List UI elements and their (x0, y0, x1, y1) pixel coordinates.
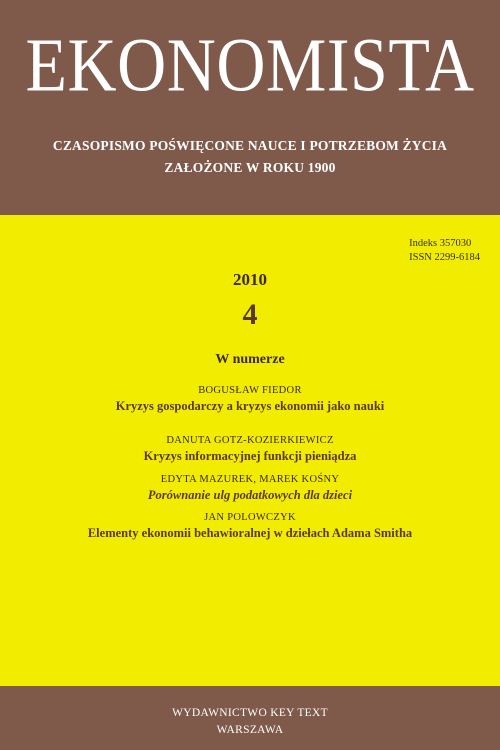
publisher-name: WYDAWNICTWO KEY TEXT (172, 707, 328, 719)
article-title: Kryzys informacyjnej funkcji pieniądza (143, 449, 357, 463)
contents-heading: W numerze (215, 352, 285, 367)
article-author: BOGUSŁAW FIEDOR (198, 385, 302, 396)
article-author: JAN POLOWCZYK (204, 512, 296, 523)
subtitle-line-1: CZASOPISMO POŚWIĘCONE NAUCE I POTRZEBOM ŻYCIA (52, 138, 448, 153)
article-title: Porównanie ulg podatkowych dla dzieci (147, 488, 353, 502)
issn-number: ISSN 2299-6184 (409, 252, 480, 263)
issue-year: 2010 (233, 270, 267, 289)
article-entry (0, 384, 500, 414)
article-title: Kryzys gospodarczy a kryzys ekonomii jako nauki (115, 399, 385, 413)
masthead-title: EKONOMISTA (25, 22, 475, 108)
article-title: Elementy ekonomii behawioralnej w dziełach Adama Smitha (87, 526, 413, 540)
subtitle-line-2: ZAŁOŻONE W ROKU 1900 (164, 160, 336, 175)
index-number: Indeks 357030 (409, 238, 472, 249)
article-entry (0, 434, 500, 464)
article-entry (0, 511, 500, 541)
publisher-city: WARSZAWA (216, 724, 284, 736)
article-author: DANUTA GOTZ-KOZIERKIEWICZ (166, 435, 334, 446)
issue-number: 4 (242, 298, 258, 331)
identifier-block (409, 237, 480, 265)
article-author: EDYTA MAZUREK, MAREK KOŚNY (160, 474, 340, 485)
article-entry (0, 473, 500, 503)
